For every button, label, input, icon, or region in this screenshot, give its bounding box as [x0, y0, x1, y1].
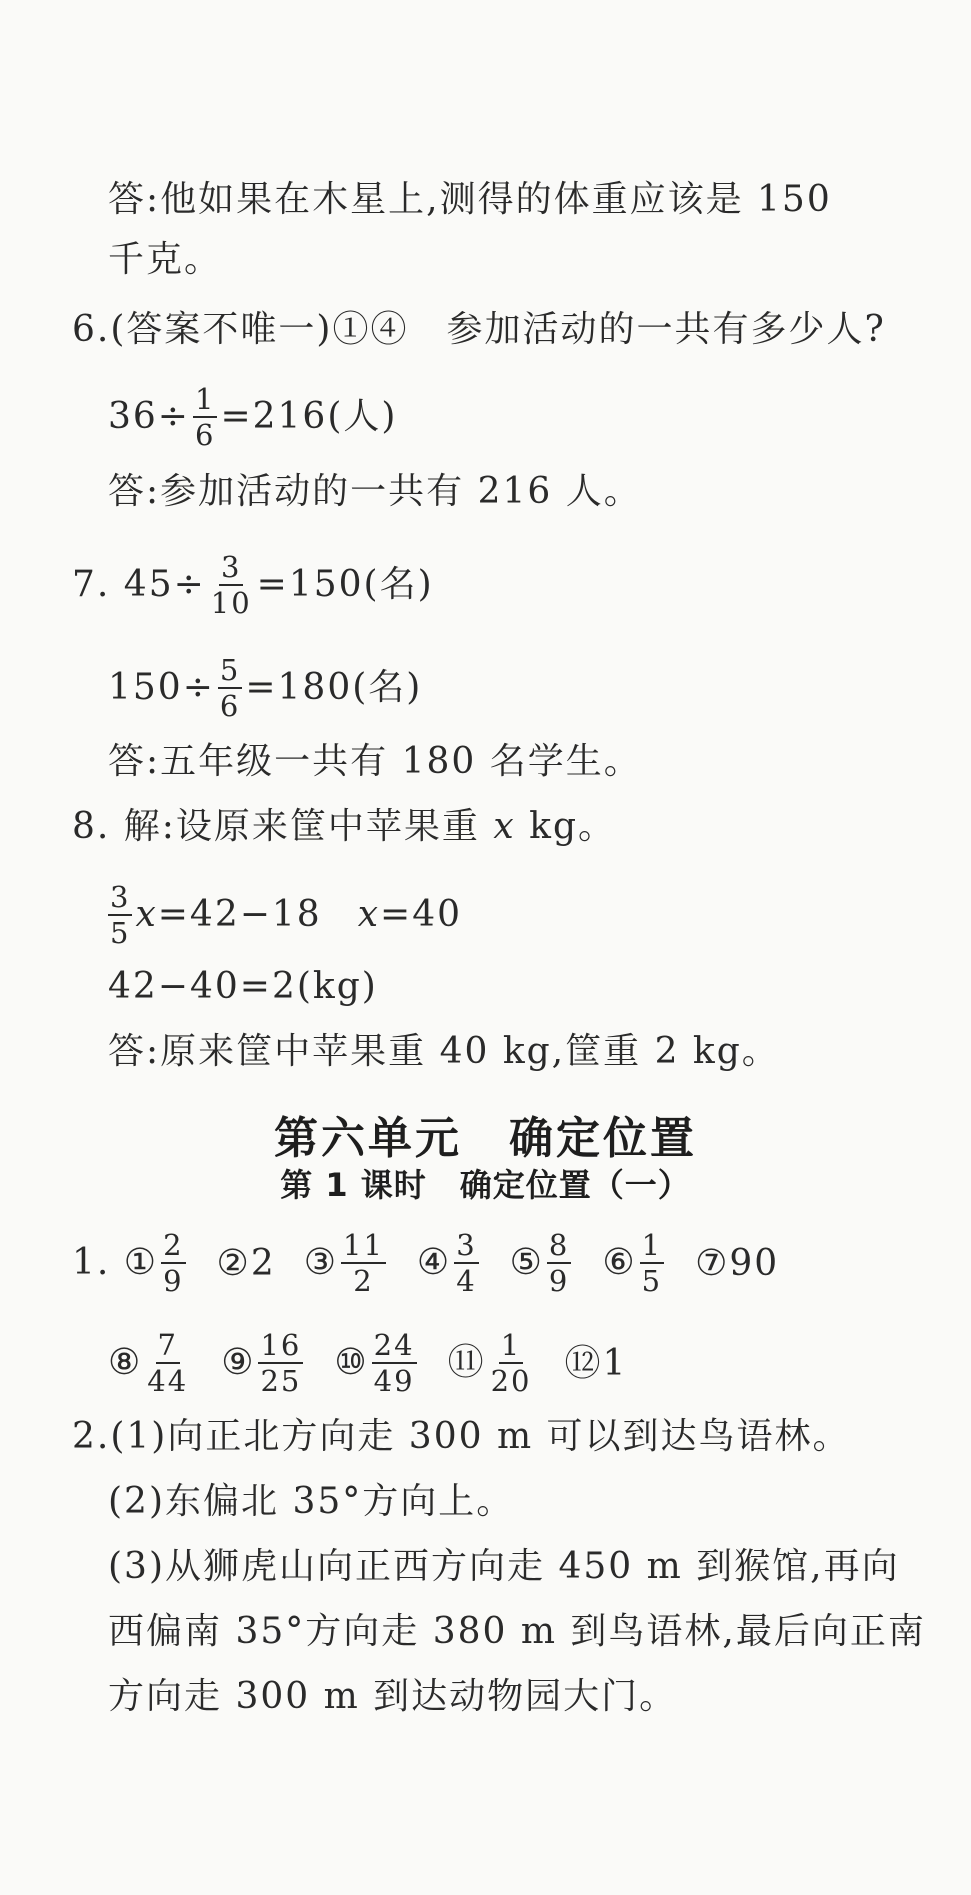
fraction [640, 1228, 664, 1298]
equation-6-post: =216(人) [220, 396, 398, 437]
answer-7: 答:五年级一共有 180 名学生。 [108, 741, 642, 782]
fraction [145, 1328, 190, 1398]
item-marker: ④ [416, 1242, 452, 1283]
question-2-part-3-line-1: (3)从狮虎山向正西方向走 450 m 到猴馆,再向 [108, 1546, 900, 1587]
equation-8a-mid: =42−18 [157, 894, 322, 935]
equation-6 [108, 382, 397, 452]
answer-item [510, 1228, 575, 1298]
fraction-numerator: 3 [456, 1228, 477, 1262]
answer-5-line-1: 答:他如果在木星上,测得的体重应该是 150 [108, 179, 832, 220]
fraction-denominator: 44 [147, 1364, 189, 1398]
item-marker: ⑩ [334, 1342, 369, 1383]
answer-item [602, 1228, 667, 1298]
fraction-numerator: 2 [163, 1228, 184, 1262]
equation-7b-post: =180(名) [245, 667, 423, 708]
fraction [489, 1328, 534, 1398]
fraction [209, 550, 254, 620]
item-marker: ⑥ [602, 1242, 637, 1283]
question-1-row-2 [108, 1328, 627, 1398]
fraction [193, 382, 217, 452]
fraction-denominator: 10 [210, 586, 252, 620]
fraction-denominator: 2 [353, 1264, 374, 1298]
question-2-part-2: (2)东偏北 35°方向上。 [108, 1481, 515, 1522]
equation-7b-pre: 150÷ [108, 667, 215, 708]
fraction-denominator: 49 [373, 1364, 415, 1398]
fraction-numerator: 3 [110, 880, 131, 914]
equation-7a-pre: 7. 45÷ [72, 564, 206, 605]
fraction-numerator: 5 [219, 653, 241, 687]
item-marker: ⑪ [447, 1342, 486, 1383]
fraction-numerator: 24 [373, 1328, 415, 1362]
question-2-part-3-line-2: 西偏南 35°方向走 380 m 到鸟语林,最后向正南 [108, 1611, 926, 1652]
answer-item [217, 1240, 276, 1286]
variable-x: x [135, 894, 158, 935]
answer-5-line-2: 千克。 [108, 239, 223, 280]
fraction-numerator: 16 [260, 1328, 302, 1362]
answer-item [417, 1228, 482, 1298]
answer-item [221, 1328, 306, 1398]
unit-title: 第六单元 确定位置 [274, 1113, 697, 1164]
item-value: 90 [729, 1243, 780, 1284]
fraction-denominator: 25 [260, 1364, 302, 1398]
answer-item [108, 1328, 193, 1398]
question-6-line: 6.(答案不唯一)①④ 参加活动的一共有多少人? [72, 309, 886, 350]
fraction-denominator: 6 [194, 418, 216, 452]
fraction [258, 1328, 303, 1398]
answer-8: 答:原来筐中苹果重 40 kg,筐重 2 kg。 [108, 1031, 780, 1072]
item-marker: ⑤ [509, 1242, 544, 1283]
equation-7a-post: =150(名) [256, 564, 434, 605]
answer-item [334, 1328, 419, 1398]
item-marker: ⑧ [108, 1342, 143, 1383]
question-2-part-3-line-3: 方向走 300 m 到达动物园大门。 [108, 1676, 678, 1717]
fraction [161, 1228, 185, 1298]
equation-6-pre: 36÷ [108, 396, 190, 437]
item-marker: ② [216, 1243, 251, 1284]
fraction-numerator: 1 [194, 382, 216, 416]
question-8-line [72, 805, 616, 849]
question-8-post: kg。 [515, 806, 616, 847]
fraction-numerator: 7 [157, 1328, 178, 1362]
fraction [454, 1228, 478, 1298]
item-value: 2 [250, 1243, 276, 1284]
item-marker: ⑨ [221, 1342, 256, 1383]
question-8-pre: 8. 解:设原来筐中苹果重 [72, 806, 494, 847]
answer-item [304, 1228, 389, 1298]
equation-8a-post: =40 [380, 894, 463, 935]
lesson-title: 第 1 课时 确定位置（一） [280, 1166, 691, 1204]
answer-item [695, 1240, 779, 1286]
fraction-numerator: 8 [548, 1228, 570, 1262]
answer-item [564, 1340, 627, 1386]
fraction-denominator: 4 [456, 1264, 477, 1298]
variable-x: x [493, 806, 516, 847]
item-marker: ⑫ [564, 1343, 603, 1384]
question-2-part-1: 2.(1)向正北方向走 300 m 可以到达鸟语林。 [72, 1416, 851, 1457]
fraction-numerator: 1 [641, 1228, 663, 1262]
equation-8b: 42−40=2(kg) [108, 966, 378, 1007]
fraction-denominator: 5 [641, 1264, 663, 1298]
equation-7b [108, 653, 422, 723]
answer-item [448, 1328, 537, 1398]
item-marker: ⑦ [695, 1243, 730, 1284]
answer-6: 答:参加活动的一共有 216 人。 [108, 471, 642, 512]
item-value: 1 [602, 1343, 628, 1384]
fraction-denominator: 5 [110, 916, 131, 950]
fraction-numerator: 11 [343, 1228, 384, 1262]
fraction [547, 1228, 571, 1298]
item-marker: ③ [303, 1242, 338, 1283]
variable-x: x [357, 894, 381, 935]
answer-item [72, 1228, 189, 1298]
equation-7a [72, 550, 434, 620]
fraction-numerator: 1 [500, 1328, 522, 1362]
fraction-denominator: 9 [548, 1264, 570, 1298]
question-1-row-1 [72, 1228, 779, 1298]
fraction [341, 1228, 386, 1298]
fraction [218, 653, 242, 723]
fraction-denominator: 20 [490, 1364, 532, 1398]
equation-8a [108, 880, 462, 950]
fraction [372, 1328, 417, 1398]
fraction-denominator: 9 [163, 1264, 184, 1298]
fraction [108, 880, 132, 950]
fraction-denominator: 6 [219, 689, 241, 723]
fraction-numerator: 3 [220, 550, 242, 584]
item-marker: 1. ① [72, 1242, 159, 1283]
